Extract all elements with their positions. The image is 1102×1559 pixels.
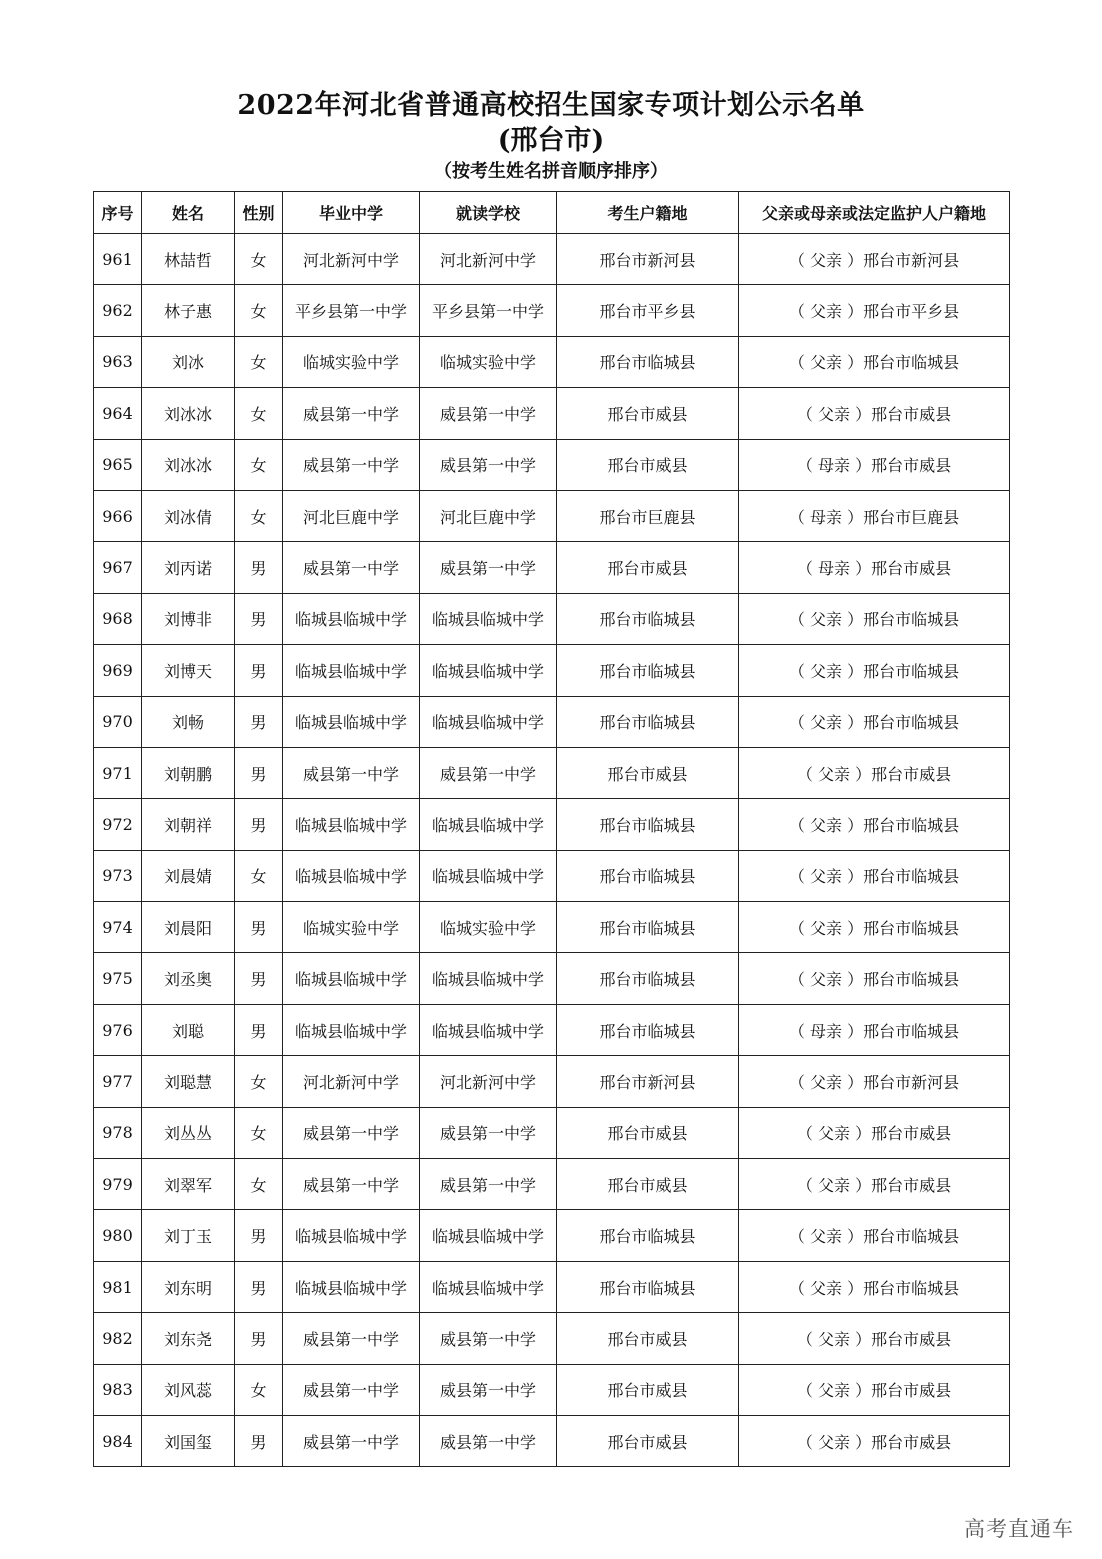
cell-name: 林子惠 (142, 285, 235, 336)
table-row (94, 696, 1010, 747)
cell-student-hukou: 邢台市临城县 (557, 902, 739, 953)
cell-current-school: 临城县临城中学 (420, 850, 557, 901)
cell-guardian-hukou: （ 父亲 ）邢台市新河县 (739, 1056, 1010, 1107)
table-row (94, 1210, 1010, 1261)
table-row (94, 388, 1010, 439)
table-row (94, 234, 1010, 285)
table-row (94, 1364, 1010, 1415)
document-header (0, 88, 1102, 186)
cell-gender: 女 (235, 1056, 283, 1107)
cell-current-school: 临城实验中学 (420, 336, 557, 387)
cell-student-hukou: 邢台市威县 (557, 747, 739, 798)
cell-gender: 男 (235, 902, 283, 953)
cell-student-hukou: 邢台市临城县 (557, 696, 739, 747)
table-row (94, 1313, 1010, 1364)
cell-current-school: 临城县临城中学 (420, 1004, 557, 1055)
cell-serial: 968 (94, 593, 142, 644)
cell-current-school: 威县第一中学 (420, 542, 557, 593)
cell-student-hukou: 邢台市临城县 (557, 593, 739, 644)
cell-graduated-school: 临城县临城中学 (283, 1261, 420, 1312)
cell-gender: 女 (235, 850, 283, 901)
cell-serial: 962 (94, 285, 142, 336)
cell-name: 刘丞奥 (142, 953, 235, 1004)
cell-current-school: 河北新河中学 (420, 1056, 557, 1107)
cell-student-hukou: 邢台市临城县 (557, 1004, 739, 1055)
column-header-name: 姓名 (142, 192, 235, 234)
cell-graduated-school: 河北新河中学 (283, 1056, 420, 1107)
cell-student-hukou: 邢台市临城县 (557, 1210, 739, 1261)
cell-gender: 男 (235, 1415, 283, 1466)
cell-graduated-school: 临城县临城中学 (283, 593, 420, 644)
cell-name: 刘翠军 (142, 1159, 235, 1210)
cell-student-hukou: 邢台市威县 (557, 388, 739, 439)
cell-guardian-hukou: （ 父亲 ）邢台市临城县 (739, 953, 1010, 1004)
cell-gender: 女 (235, 285, 283, 336)
cell-guardian-hukou: （ 父亲 ）邢台市威县 (739, 747, 1010, 798)
cell-serial: 964 (94, 388, 142, 439)
cell-graduated-school: 威县第一中学 (283, 1364, 420, 1415)
cell-serial: 961 (94, 234, 142, 285)
table-row (94, 593, 1010, 644)
cell-name: 刘冰 (142, 336, 235, 387)
cell-student-hukou: 邢台市临城县 (557, 799, 739, 850)
cell-guardian-hukou: （ 父亲 ）邢台市临城县 (739, 593, 1010, 644)
cell-guardian-hukou: （ 父亲 ）邢台市平乡县 (739, 285, 1010, 336)
cell-guardian-hukou: （ 父亲 ）邢台市临城县 (739, 902, 1010, 953)
table-row (94, 1261, 1010, 1312)
cell-name: 刘东明 (142, 1261, 235, 1312)
cell-guardian-hukou: （ 父亲 ）邢台市威县 (739, 1159, 1010, 1210)
cell-graduated-school: 威县第一中学 (283, 747, 420, 798)
table-row (94, 747, 1010, 798)
cell-student-hukou: 邢台市威县 (557, 1415, 739, 1466)
cell-name: 刘畅 (142, 696, 235, 747)
cell-current-school: 临城县临城中学 (420, 953, 557, 1004)
cell-current-school: 威县第一中学 (420, 388, 557, 439)
cell-graduated-school: 临城县临城中学 (283, 850, 420, 901)
header-row (94, 192, 1010, 234)
cell-gender: 男 (235, 953, 283, 1004)
cell-serial: 983 (94, 1364, 142, 1415)
cell-gender: 女 (235, 1107, 283, 1158)
column-header-student-hukou: 考生户籍地 (557, 192, 739, 234)
cell-current-school: 平乡县第一中学 (420, 285, 557, 336)
cell-serial: 979 (94, 1159, 142, 1210)
cell-serial: 966 (94, 490, 142, 541)
cell-guardian-hukou: （ 母亲 ）邢台市威县 (739, 542, 1010, 593)
cell-name: 刘冰冰 (142, 439, 235, 490)
cell-student-hukou: 邢台市威县 (557, 1364, 739, 1415)
cell-graduated-school: 河北新河中学 (283, 234, 420, 285)
cell-name: 刘晨阳 (142, 902, 235, 953)
cell-name: 刘冰冰 (142, 388, 235, 439)
cell-graduated-school: 威县第一中学 (283, 542, 420, 593)
cell-graduated-school: 威县第一中学 (283, 1107, 420, 1158)
column-header-guardian-hukou: 父亲或母亲或法定监护人户籍地 (739, 192, 1010, 234)
cell-gender: 男 (235, 747, 283, 798)
table-row (94, 1159, 1010, 1210)
cell-name: 刘丁玉 (142, 1210, 235, 1261)
cell-name: 刘冰倩 (142, 490, 235, 541)
cell-current-school: 临城县临城中学 (420, 696, 557, 747)
watermark-text: 高考直通车 (964, 1517, 1074, 1541)
cell-serial: 980 (94, 1210, 142, 1261)
cell-current-school: 临城县临城中学 (420, 593, 557, 644)
cell-current-school: 临城县临城中学 (420, 1261, 557, 1312)
cell-graduated-school: 临城县临城中学 (283, 953, 420, 1004)
cell-guardian-hukou: （ 母亲 ）邢台市巨鹿县 (739, 490, 1010, 541)
table-row (94, 490, 1010, 541)
cell-graduated-school: 威县第一中学 (283, 439, 420, 490)
cell-serial: 972 (94, 799, 142, 850)
cell-serial: 982 (94, 1313, 142, 1364)
cell-serial: 963 (94, 336, 142, 387)
table-row (94, 1056, 1010, 1107)
cell-serial: 981 (94, 1261, 142, 1312)
cell-guardian-hukou: （ 母亲 ）邢台市威县 (739, 439, 1010, 490)
cell-graduated-school: 临城实验中学 (283, 902, 420, 953)
cell-guardian-hukou: （ 父亲 ）邢台市临城县 (739, 696, 1010, 747)
cell-serial: 976 (94, 1004, 142, 1055)
cell-student-hukou: 邢台市巨鹿县 (557, 490, 739, 541)
cell-guardian-hukou: （ 父亲 ）邢台市临城县 (739, 1210, 1010, 1261)
cell-gender: 女 (235, 388, 283, 439)
cell-gender: 男 (235, 1210, 283, 1261)
cell-gender: 女 (235, 1159, 283, 1210)
cell-gender: 男 (235, 1004, 283, 1055)
table-row (94, 850, 1010, 901)
cell-current-school: 威县第一中学 (420, 1159, 557, 1210)
cell-student-hukou: 邢台市临城县 (557, 850, 739, 901)
cell-current-school: 威县第一中学 (420, 1364, 557, 1415)
cell-serial: 970 (94, 696, 142, 747)
cell-name: 刘博非 (142, 593, 235, 644)
city-subtitle: (邢台市) (497, 125, 605, 156)
cell-graduated-school: 威县第一中学 (283, 1415, 420, 1466)
table-row (94, 336, 1010, 387)
document-title: 2022年河北省普通高校招生国家专项计划公示名单 (237, 90, 865, 121)
cell-graduated-school: 临城县临城中学 (283, 799, 420, 850)
cell-student-hukou: 邢台市威县 (557, 1107, 739, 1158)
cell-serial: 977 (94, 1056, 142, 1107)
cell-student-hukou: 邢台市威县 (557, 1159, 739, 1210)
cell-serial: 967 (94, 542, 142, 593)
cell-serial: 984 (94, 1415, 142, 1466)
table-row (94, 542, 1010, 593)
cell-gender: 女 (235, 234, 283, 285)
cell-guardian-hukou: （ 父亲 ）邢台市临城县 (739, 1261, 1010, 1312)
cell-guardian-hukou: （ 父亲 ）邢台市威县 (739, 388, 1010, 439)
cell-gender: 女 (235, 490, 283, 541)
cell-student-hukou: 邢台市新河县 (557, 1056, 739, 1107)
cell-guardian-hukou: （ 父亲 ）邢台市临城县 (739, 645, 1010, 696)
cell-guardian-hukou: （ 母亲 ）邢台市临城县 (739, 1004, 1010, 1055)
cell-name: 刘朝祥 (142, 799, 235, 850)
admission-roster-table (93, 191, 1010, 1467)
cell-guardian-hukou: （ 父亲 ）邢台市新河县 (739, 234, 1010, 285)
cell-student-hukou: 邢台市威县 (557, 439, 739, 490)
cell-gender: 男 (235, 1313, 283, 1364)
cell-name: 林喆哲 (142, 234, 235, 285)
cell-name: 刘国玺 (142, 1415, 235, 1466)
cell-name: 刘丛丛 (142, 1107, 235, 1158)
cell-gender: 男 (235, 593, 283, 644)
cell-student-hukou: 邢台市威县 (557, 542, 739, 593)
cell-gender: 女 (235, 439, 283, 490)
cell-name: 刘博天 (142, 645, 235, 696)
cell-graduated-school: 威县第一中学 (283, 1313, 420, 1364)
table-row (94, 902, 1010, 953)
cell-student-hukou: 邢台市临城县 (557, 1261, 739, 1312)
cell-serial: 971 (94, 747, 142, 798)
cell-serial: 974 (94, 902, 142, 953)
cell-student-hukou: 邢台市新河县 (557, 234, 739, 285)
sort-note: （按考生姓名拼音顺序排序） (434, 161, 668, 182)
table-row (94, 1415, 1010, 1466)
cell-current-school: 临城县临城中学 (420, 1210, 557, 1261)
cell-guardian-hukou: （ 父亲 ）邢台市威县 (739, 1107, 1010, 1158)
cell-name: 刘晨婧 (142, 850, 235, 901)
cell-graduated-school: 威县第一中学 (283, 388, 420, 439)
cell-student-hukou: 邢台市平乡县 (557, 285, 739, 336)
table-row (94, 1107, 1010, 1158)
cell-student-hukou: 邢台市临城县 (557, 336, 739, 387)
cell-gender: 女 (235, 1364, 283, 1415)
cell-gender: 男 (235, 542, 283, 593)
table-body (94, 234, 1010, 1467)
cell-serial: 965 (94, 439, 142, 490)
cell-gender: 女 (235, 336, 283, 387)
cell-serial: 978 (94, 1107, 142, 1158)
cell-gender: 男 (235, 696, 283, 747)
cell-student-hukou: 邢台市临城县 (557, 645, 739, 696)
cell-graduated-school: 临城县临城中学 (283, 1210, 420, 1261)
table-row (94, 645, 1010, 696)
cell-current-school: 河北新河中学 (420, 234, 557, 285)
cell-name: 刘风蕊 (142, 1364, 235, 1415)
cell-serial: 975 (94, 953, 142, 1004)
cell-guardian-hukou: （ 父亲 ）邢台市威县 (739, 1313, 1010, 1364)
cell-guardian-hukou: （ 父亲 ）邢台市临城县 (739, 336, 1010, 387)
cell-graduated-school: 临城县临城中学 (283, 645, 420, 696)
cell-current-school: 河北巨鹿中学 (420, 490, 557, 541)
cell-current-school: 临城县临城中学 (420, 799, 557, 850)
table-row (94, 285, 1010, 336)
cell-graduated-school: 河北巨鹿中学 (283, 490, 420, 541)
column-header-serial: 序号 (94, 192, 142, 234)
cell-name: 刘东尧 (142, 1313, 235, 1364)
table-row (94, 953, 1010, 1004)
cell-gender: 男 (235, 645, 283, 696)
cell-name: 刘聪慧 (142, 1056, 235, 1107)
cell-guardian-hukou: （ 父亲 ）邢台市威县 (739, 1415, 1010, 1466)
cell-name: 刘丙诺 (142, 542, 235, 593)
cell-current-school: 威县第一中学 (420, 747, 557, 798)
cell-graduated-school: 临城县临城中学 (283, 696, 420, 747)
cell-graduated-school: 威县第一中学 (283, 1159, 420, 1210)
table-row (94, 439, 1010, 490)
cell-name: 刘朝鹏 (142, 747, 235, 798)
cell-graduated-school: 临城县临城中学 (283, 1004, 420, 1055)
table-row (94, 1004, 1010, 1055)
cell-guardian-hukou: （ 父亲 ）邢台市临城县 (739, 799, 1010, 850)
cell-gender: 男 (235, 1261, 283, 1312)
cell-graduated-school: 平乡县第一中学 (283, 285, 420, 336)
cell-current-school: 威县第一中学 (420, 439, 557, 490)
cell-serial: 969 (94, 645, 142, 696)
cell-serial: 973 (94, 850, 142, 901)
cell-guardian-hukou: （ 父亲 ）邢台市临城县 (739, 850, 1010, 901)
cell-current-school: 威县第一中学 (420, 1415, 557, 1466)
column-header-current-school: 就读学校 (420, 192, 557, 234)
column-header-gender: 性别 (235, 192, 283, 234)
cell-gender: 男 (235, 799, 283, 850)
cell-student-hukou: 邢台市威县 (557, 1313, 739, 1364)
cell-current-school: 临城实验中学 (420, 902, 557, 953)
cell-current-school: 威县第一中学 (420, 1313, 557, 1364)
cell-name: 刘聪 (142, 1004, 235, 1055)
table-header (94, 192, 1010, 234)
cell-current-school: 威县第一中学 (420, 1107, 557, 1158)
cell-guardian-hukou: （ 父亲 ）邢台市威县 (739, 1364, 1010, 1415)
cell-student-hukou: 邢台市临城县 (557, 953, 739, 1004)
column-header-graduated-school: 毕业中学 (283, 192, 420, 234)
cell-current-school: 临城县临城中学 (420, 645, 557, 696)
table-row (94, 799, 1010, 850)
cell-graduated-school: 临城实验中学 (283, 336, 420, 387)
